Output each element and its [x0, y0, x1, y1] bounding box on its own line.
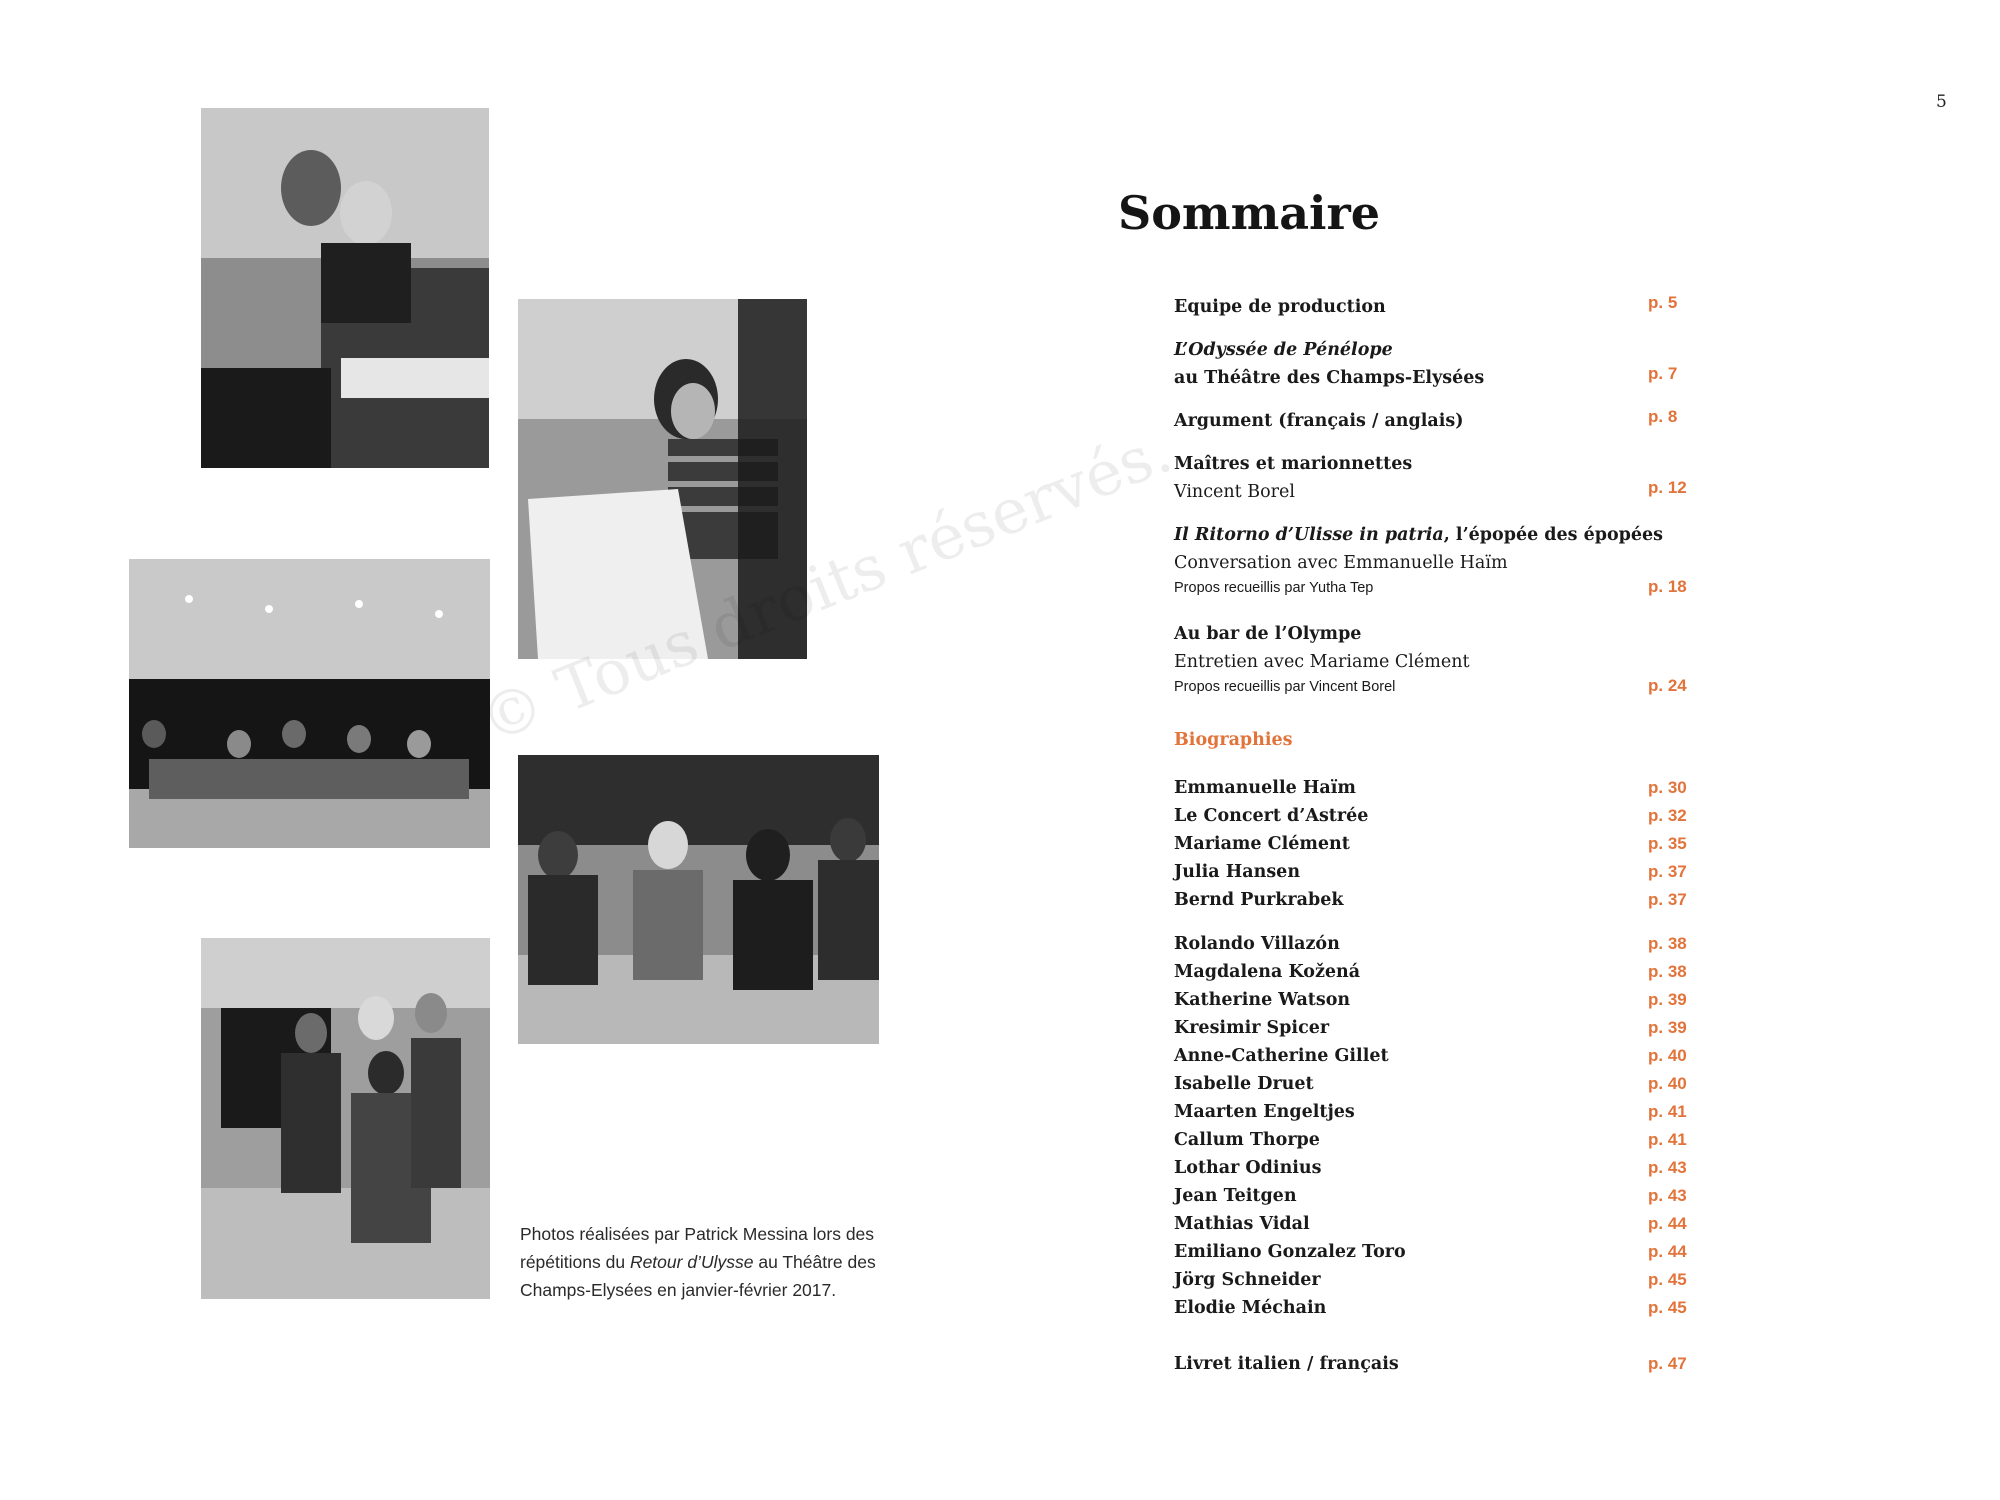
livret-entry[interactable]	[1174, 1350, 1694, 1378]
bio-name: Anne-Catherine Gillet	[1174, 1046, 1389, 1066]
rehearsal-photo-3	[129, 559, 490, 848]
bio-name: Julia Hansen	[1174, 862, 1301, 882]
bio-name: Callum Thorpe	[1174, 1130, 1320, 1150]
caption-italic-title: Retour d’Ulysse	[629, 1252, 754, 1272]
bio-name: Mathias Vidal	[1174, 1214, 1310, 1234]
page-title: Sommaire	[1118, 186, 1381, 240]
bio-entry[interactable]	[1174, 830, 1694, 858]
toc-entry-credit: Propos recueillis par Yutha Tep	[1174, 580, 1374, 596]
bio-page-number: p. 45	[1648, 1270, 1687, 1289]
bio-page-number: p. 41	[1648, 1130, 1687, 1149]
bio-page-number: p. 43	[1648, 1158, 1687, 1177]
toc-entry-subtitle: au Théâtre des Champs-Elysées	[1174, 368, 1485, 388]
rehearsal-photo-1	[201, 108, 489, 468]
toc-page-number: p. 7	[1648, 364, 1678, 383]
toc-page-number: p. 5	[1648, 293, 1678, 312]
bio-entry[interactable]	[1174, 1126, 1694, 1154]
bio-entry[interactable]	[1174, 1238, 1694, 1266]
bio-page-number: p. 38	[1648, 962, 1687, 981]
bio-page-number: p. 43	[1648, 1186, 1687, 1205]
toc-entry[interactable]	[1174, 620, 1694, 698]
caption-text-2: au Théâtre des Champs-Elysées en janvier-février 2017.	[520, 1252, 876, 1300]
bio-name: Kresimir Spicer	[1174, 1018, 1330, 1038]
toc-page-number: p. 8	[1648, 407, 1678, 426]
bio-name: Elodie Méchain	[1174, 1298, 1327, 1318]
toc-entry-title	[1174, 521, 1694, 549]
bio-entry[interactable]	[1174, 1014, 1694, 1042]
toc-entry-subtitle: Conversation avec Emmanuelle Haïm	[1174, 553, 1508, 573]
toc-entry-title: Argument (français / anglais)	[1174, 411, 1464, 431]
bio-name: Katherine Watson	[1174, 990, 1351, 1010]
bio-page-number: p. 41	[1648, 1102, 1687, 1121]
watermark: © Tous droits réservés.	[470, 413, 1182, 758]
toc-entry-title-rest: , l’épopée des épopées	[1443, 525, 1664, 545]
bio-entry[interactable]	[1174, 1154, 1694, 1182]
bio-entry[interactable]	[1174, 1098, 1694, 1126]
bio-entry[interactable]	[1174, 858, 1694, 886]
bio-name: Bernd Purkrabek	[1174, 890, 1344, 910]
toc-page-number: p. 24	[1648, 676, 1687, 695]
bio-name: Le Concert d’Astrée	[1174, 806, 1369, 826]
bio-name: Lothar Odinius	[1174, 1158, 1322, 1178]
toc-page-number: p. 18	[1648, 577, 1687, 596]
toc-entry[interactable]	[1174, 336, 1694, 392]
toc-entry[interactable]	[1174, 293, 1694, 321]
bio-page-number: p. 44	[1648, 1214, 1687, 1233]
bio-name: Jörg Schneider	[1174, 1270, 1321, 1290]
bio-page-number: p. 30	[1648, 778, 1687, 797]
caption-text-1: Photos réalisées par Patrick Messina lors des répétitions du	[520, 1224, 875, 1272]
toc-entry[interactable]	[1174, 450, 1694, 506]
toc-entry[interactable]	[1174, 407, 1694, 435]
bio-page-number: p. 40	[1648, 1074, 1687, 1093]
bio-page-number: p. 37	[1648, 890, 1687, 909]
bio-name: Rolando Villazón	[1174, 934, 1340, 954]
rehearsal-photo-5	[201, 938, 490, 1299]
page-number: 5	[1936, 92, 1947, 112]
bio-entry[interactable]	[1174, 1266, 1694, 1294]
bio-entry[interactable]	[1174, 1294, 1694, 1322]
toc-entry-credit: Propos recueillis par Vincent Borel	[1174, 679, 1396, 695]
bio-name: Isabelle Druet	[1174, 1074, 1314, 1094]
bio-name: Maarten Engeltjes	[1174, 1102, 1355, 1122]
bio-name: Jean Teitgen	[1174, 1186, 1297, 1206]
toc-entry-author: Vincent Borel	[1174, 482, 1295, 502]
toc-entry-title: Equipe de production	[1174, 297, 1386, 317]
bio-name: Mariame Clément	[1174, 834, 1350, 854]
toc-entry[interactable]	[1174, 521, 1694, 599]
bio-entry[interactable]	[1174, 1182, 1694, 1210]
bio-entry[interactable]	[1174, 930, 1694, 958]
bio-page-number: p. 38	[1648, 934, 1687, 953]
bio-entry[interactable]	[1174, 986, 1694, 1014]
bio-entry[interactable]	[1174, 1042, 1694, 1070]
bio-entry[interactable]	[1174, 958, 1694, 986]
bio-entry[interactable]	[1174, 1210, 1694, 1238]
bio-page-number: p. 45	[1648, 1298, 1687, 1317]
bio-entry[interactable]	[1174, 802, 1694, 830]
toc-entry-title-italic: L’Odyssée de Pénélope	[1174, 340, 1393, 360]
toc-entry-title-italic: Il Ritorno d’Ulisse in patria	[1174, 525, 1444, 545]
rehearsal-photo-2	[518, 299, 807, 659]
bio-name: Emmanuelle Haïm	[1174, 778, 1356, 798]
bio-name: Emiliano Gonzalez Toro	[1174, 1242, 1406, 1262]
biographies-heading: Biographies	[1174, 730, 1293, 750]
bio-page-number: p. 37	[1648, 862, 1687, 881]
photo-caption	[520, 1220, 920, 1304]
bio-page-number: p. 40	[1648, 1046, 1687, 1065]
toc-entry-subtitle: Entretien avec Mariame Clément	[1174, 652, 1470, 672]
bio-entry[interactable]	[1174, 1070, 1694, 1098]
toc-entry-title: Au bar de l’Olympe	[1174, 624, 1362, 644]
bio-page-number: p. 39	[1648, 1018, 1687, 1037]
livret-title: Livret italien / français	[1174, 1354, 1399, 1374]
livret-page-number: p. 47	[1648, 1354, 1687, 1373]
bio-entry[interactable]	[1174, 886, 1694, 914]
toc-entry-title: Maîtres et marionnettes	[1174, 454, 1413, 474]
bio-name: Magdalena Kožená	[1174, 962, 1361, 982]
bio-page-number: p. 44	[1648, 1242, 1687, 1261]
bio-entry[interactable]	[1174, 774, 1694, 802]
rehearsal-photo-4	[518, 755, 879, 1044]
bio-page-number: p. 35	[1648, 834, 1687, 853]
toc-page-number: p. 12	[1648, 478, 1687, 497]
bio-page-number: p. 39	[1648, 990, 1687, 1009]
bio-page-number: p. 32	[1648, 806, 1687, 825]
